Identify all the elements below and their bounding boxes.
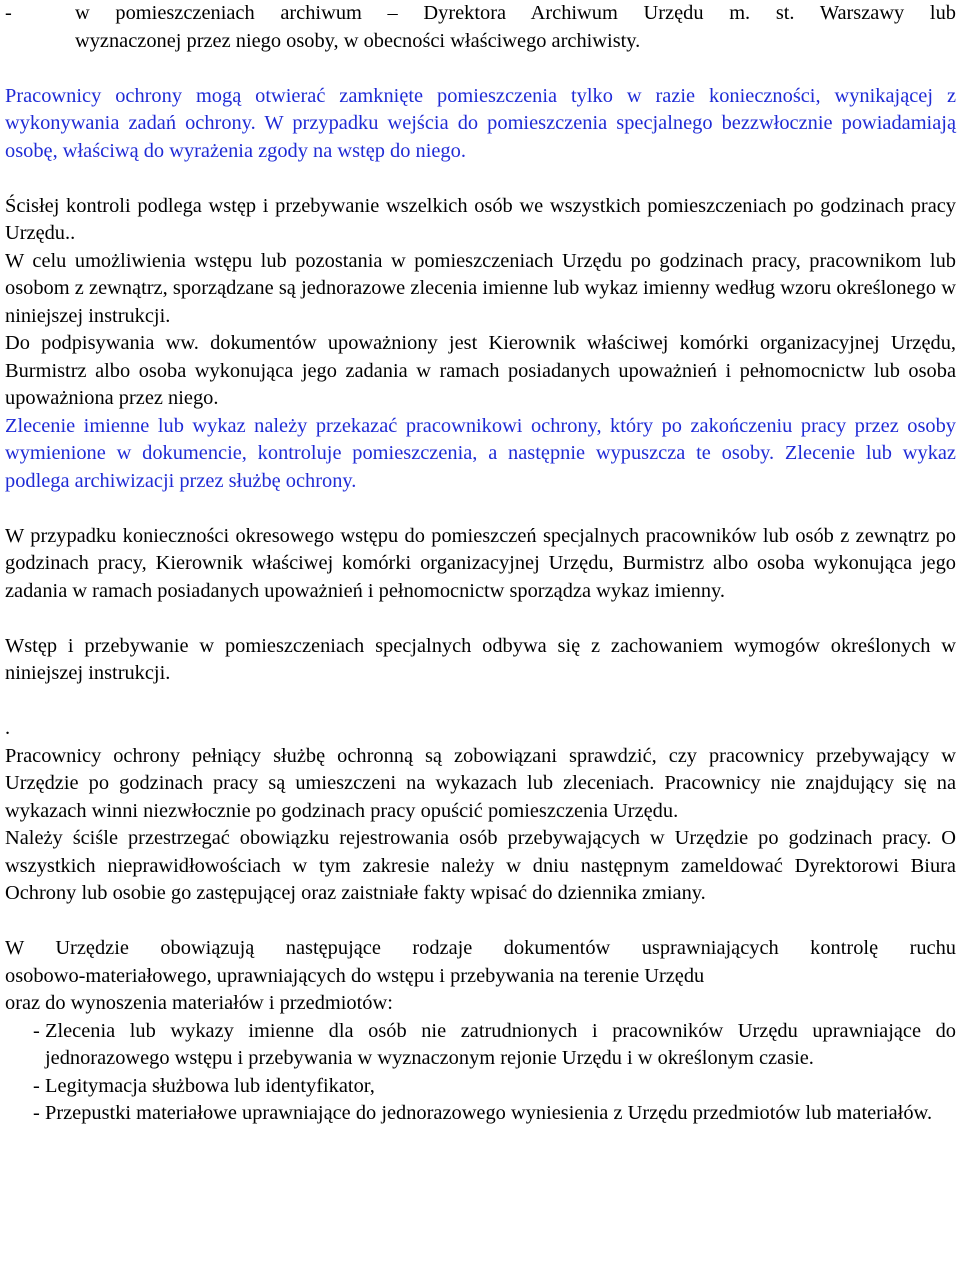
list-dash: - [33,1102,40,1124]
paragraph-guards-opening: Pracownicy ochrony mogą otwierać zamknięte pomieszczenia tylko w razie konieczności, wynikającej z wykonywania zadań ochrony. W przypadku wejścia do pomieszczenia specjalnego bezzwłocznie powiadamiają osobę, właściwą do wyrażenia zgody na wstęp do niego. [5,84,956,162]
paragraph-strict-control: Ścisłej kontroli podlega wstęp i przebywanie wszelkich osób we wszystkich pomieszczeniach po godzinach pracy Urzędu.. [5,194,956,244]
list-item-text: Przepustki materiałowe uprawniające do jednorazowego wyniesienia z Urzędu przedmiotów lub materiałów. [45,1102,933,1124]
paragraph-dot: . [5,717,11,739]
list-dash: - [33,1074,40,1097]
paragraph-documents-line1: W Urzędzie obowiązują następujące rodzaje dokumentów usprawniających kontrolę ruchu [5,937,956,959]
paragraph-guard-checks: Pracownicy ochrony pełniący służbę ochronną są zobowiązani sprawdzić, czy pracownicy przebywający w Urzędzie po godzinach pracy są umieszczeni na wykazach lub zleceniach. Pracownicy nie znajdujący się na wykazach winni niezwłocznie po godzinach pracy opuścić pomieszczenia Urzędu. [5,744,956,822]
paragraph-documents-line3: oraz do wynoszenia materiałów i przedmiotów: [5,992,393,1014]
paragraph-access-orders: W celu umożliwienia wstępu lub pozostania w pomieszczeniach Urzędu po godzinach pracy, pracownikom lub osobom z zewnątrz, sporządzane są jednorazowe zlecenia imienne lub wykaz imienny według wzoru określonego w niniejszej instrukcji. [5,249,956,327]
list-item [5,1073,956,1101]
list-item-text: Legitymacja służbowa lub identyfikator, [45,1074,375,1097]
paragraph-order-handover: Zlecenie imienne lub wykaz należy przekazać pracownikowi ochrony, który po zakończeniu pracy przez osoby wymienione w dokumencie, kontroluje pomieszczenia, a następnie wypuszcza te osoby. Zlecenie lub wykaz podlega archiwizacji przez służbę ochrony. [5,414,956,492]
list-item-text: Zlecenia lub wykazy imienne dla osób nie zatrudnionych i pracowników Urzędu uprawniające do jednorazowego wstępu i przebywania w wyznaczonym rejonie Urzędu i w określonym czasie. [45,1019,956,1069]
top-list-item [5,0,956,55]
top-item-line1: w pomieszczeniach archiwum – Dyrektora Archiwum Urzędu m. st. Warszawy lub [75,2,956,24]
paragraph-signing-authority: Do podpisywania ww. dokumentów upoważniony jest Kierownik właściwej komórki organizacyjnej Urzędu, Burmistrz albo osoba wykonująca jego zadania w ramach posiadanych upoważnień i pełnomocnictw lub osoba upoważniona przez niego. [5,332,956,409]
list-item [5,1100,956,1128]
list-dash: - [33,1019,40,1042]
paragraph-special-rooms: Wstęp i przebywanie w pomieszczeniach specjalnych odbywa się z zachowaniem wymogów określonych w niniejszej instrukcji. [5,634,956,684]
paragraph-documents-line2: osobowo-materiałowego, uprawniających do wstępu i przebywania na terenie Urzędu [5,964,705,987]
paragraph-registration: Należy ściśle przestrzegać obowiązku rejestrowania osób przebywających w Urzędzie po godzinach pracy. O wszystkich nieprawidłowościach w tym zakresie należy w dniu następnym zameldować Dyrektorowi Biura Ochrony lub osobie go zastępującej oraz zaistniałe fakty wpisać do dziennika zmiany. [5,827,956,904]
paragraph-periodic-access: W przypadku konieczności okresowego wstępu do pomieszczeń specjalnych pracowników lub osób z zewnątrz po godzinach pracy, Kierownik właściwej komórki organizacyjnej Urzędu, Burmistrz albo osoba wykonująca jego zadania w ramach posiadanych upoważnień i pełnomocnictw sporządza wykaz imienny. [5,524,956,602]
top-item-line2: wyznaczonej przez niego osoby, w obecności właściwego archiwisty. [75,29,641,52]
document-page [5,0,956,1128]
list-dash: - [5,2,12,24]
list-item [5,1018,956,1073]
